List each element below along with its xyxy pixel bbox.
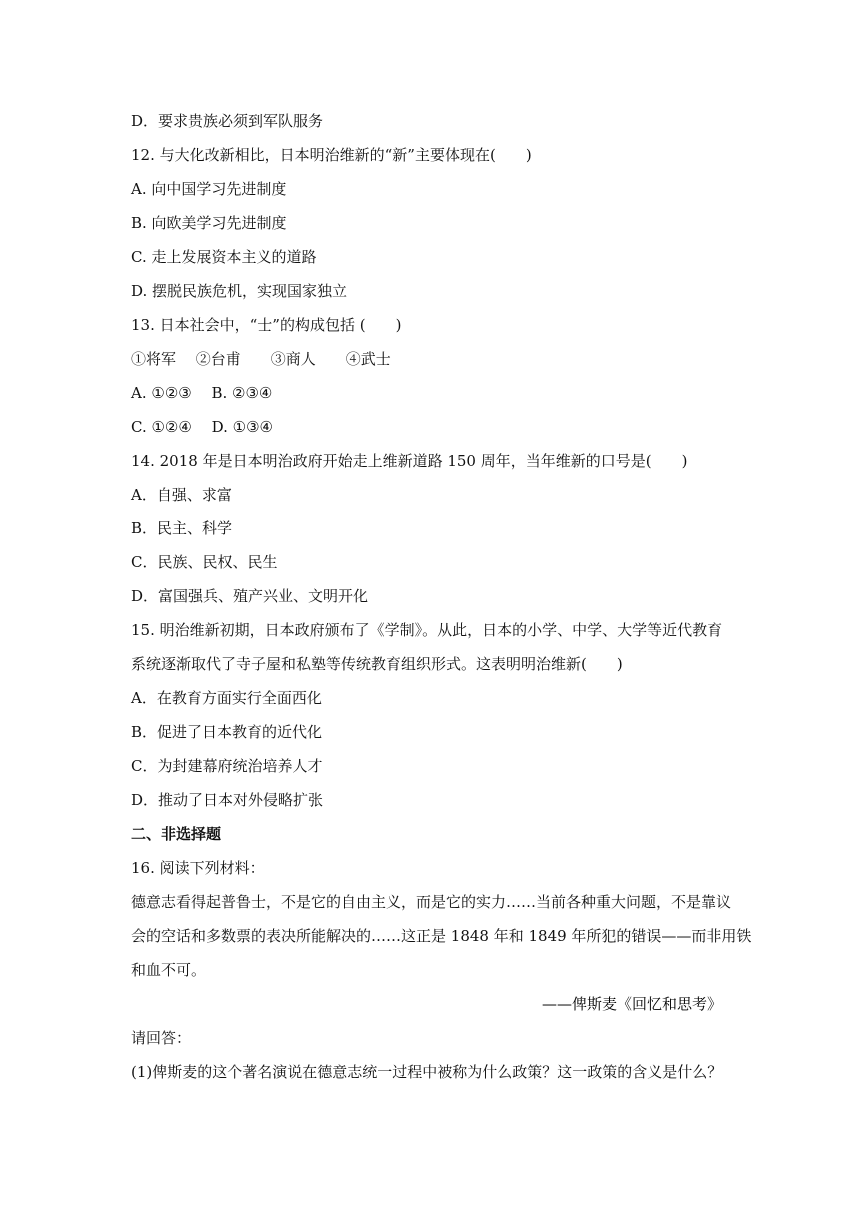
material-line-2: 会的空话和多数票的表决所能解决的……这正是 1848 年和 1849 年所犯的错误——而非用铁 [131,927,752,945]
q13-items: ①将军 ②台甫 ③商人 ④武士 [131,350,391,368]
question-12: 12. 与大化改新相比，日本明治维新的“新”主要体现在( ) [131,146,532,164]
section-heading: 二、非选择题 [131,825,222,843]
q14-option-d: D．富国强兵、殖产兴业、文明开化 [131,587,369,605]
q12-option-c: C. 走上发展资本主义的道路 [131,248,317,266]
question-14: 14. 2018 年是日本明治政府开始走上维新道路 150 周年，当年维新的口号是( ) [131,452,688,470]
q12-option-a: A. 向中国学习先进制度 [131,180,287,198]
q13-options-ab: A. ①②③ B. ②③④ [131,384,273,402]
question-15-line1: 15. 明治维新初期，日本政府颁布了《学制》。从此，日本的小学、中学、大学等近代教育 [131,621,723,639]
option-d-q11: D．要求贵族必须到军队服务 [131,112,324,130]
q14-option-c: C．民族、民权、民生 [131,553,278,571]
sub-question-1: (1)俾斯麦的这个著名演说在德意志统一过程中被称为什么政策？这一政策的含义是什么？ [131,1063,723,1081]
q14-option-a: A．自强、求富 [131,486,232,504]
q15-option-a: A．在教育方面实行全面西化 [131,689,322,707]
material-line-3: 和血不可。 [131,961,207,979]
q15-option-d: D．推动了日本对外侵略扩张 [131,791,324,809]
question-16: 16. 阅读下列材料： [131,859,265,877]
material-source: ——俾斯麦《回忆和思考》 [541,995,722,1013]
prompt-answer: 请回答： [131,1029,192,1047]
q14-option-b: B．民主、科学 [131,519,233,537]
q13-options-cd: C. ①②④ D. ①③④ [131,418,273,436]
question-15-line2: 系统逐渐取代了寺子屋和私塾等传统教育组织形式。这表明明治维新( ) [131,655,623,673]
q15-option-c: C．为封建幕府统治培养人才 [131,757,323,775]
q12-option-d: D. 摆脱民族危机，实现国家独立 [131,282,348,300]
q12-option-b: B. 向欧美学习先进制度 [131,214,287,232]
material-line-1: 德意志看得起普鲁士，不是它的自由主义，而是它的实力……当前各种重大问题，不是靠议 [131,893,732,911]
q15-option-b: B．促进了日本教育的近代化 [131,723,323,741]
question-13: 13. 日本社会中，“士”的构成包括 ( ) [131,316,402,334]
